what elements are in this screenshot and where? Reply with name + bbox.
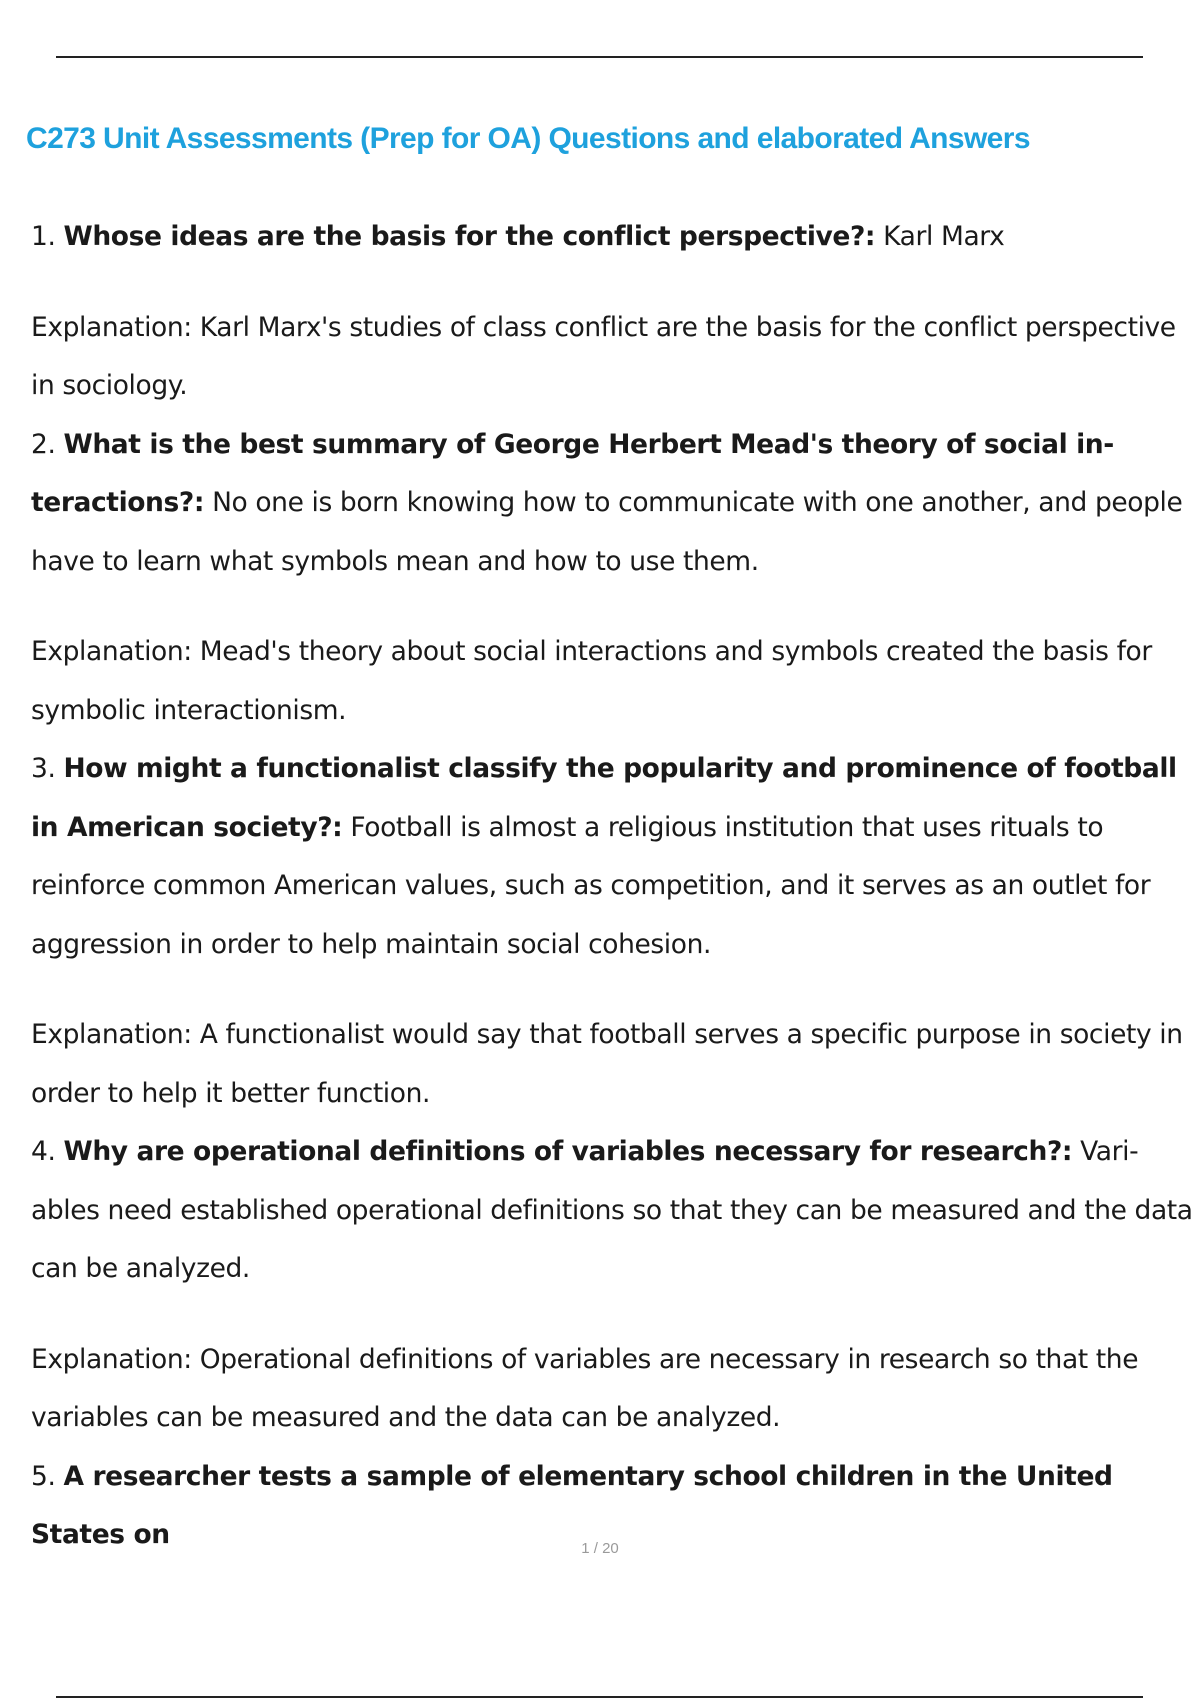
explanation-text: Explanation: Operational definitions of variables are necessary in research so that the variables can be measured and the data can be analyzed. — [31, 1343, 1139, 1433]
explanation-text: Explanation: Mead's theory about social interactions and symbols created the basis for symbolic interactionism. — [31, 636, 1152, 726]
answer-text: Vari- ables need established operational definitions so that they can be measured and the data can be analyzed. — [31, 1136, 1193, 1284]
question-text: Whose ideas are the basis for the conflict perspective?: — [63, 221, 876, 252]
question-text: A researcher tests a sample of elementary school children in the United States on — [31, 1460, 1113, 1550]
top-divider — [56, 56, 1143, 58]
question-number: 5. — [31, 1460, 56, 1492]
answer-text: Football is almost a religious institution that uses rituals to reinforce common American values, such as competition, and it serves as an outlet for aggression in order to help maintain social cohesion. — [31, 811, 1151, 960]
qa-item-3 — [31, 740, 1200, 974]
qa-content — [31, 208, 1200, 1565]
explanation-text: Explanation: Karl Marx's studies of class conflict are the basis for the conflict perspective in sociology. — [31, 311, 1176, 401]
page-indicator: 1 / 20 — [581, 1540, 619, 1557]
question-text: Why are operational definitions of variables necessary for research?: — [63, 1136, 1073, 1167]
document-title: C273 Unit Assessments (Prep for OA) Questions and elaborated Answers — [26, 122, 1030, 155]
explanation-text: Explanation: A functionalist would say that football serves a specific purpose in society in order to help it better function. — [31, 1019, 1183, 1109]
question-number: 4. — [31, 1136, 56, 1167]
question-number: 2. — [31, 428, 56, 460]
question-text: How might a functionalist classify the popularity and prominence of football in American society?: — [31, 753, 1177, 843]
qa-item-4 — [31, 1123, 1200, 1299]
bottom-divider — [56, 1696, 1143, 1698]
qa-item-2 — [31, 416, 1200, 592]
question-number: 1. — [31, 221, 56, 252]
answer-text: Karl Marx — [883, 221, 1005, 252]
qa-item-1 — [31, 208, 1200, 267]
question-number: 3. — [31, 753, 56, 784]
answer-text: No one is born knowing how to communicate with one another, and people have to learn what symbols mean and how to use them. — [31, 487, 1183, 577]
question-text: What is the best summary of George Herbert Mead's theory of social in- teractions?: — [31, 428, 1114, 518]
